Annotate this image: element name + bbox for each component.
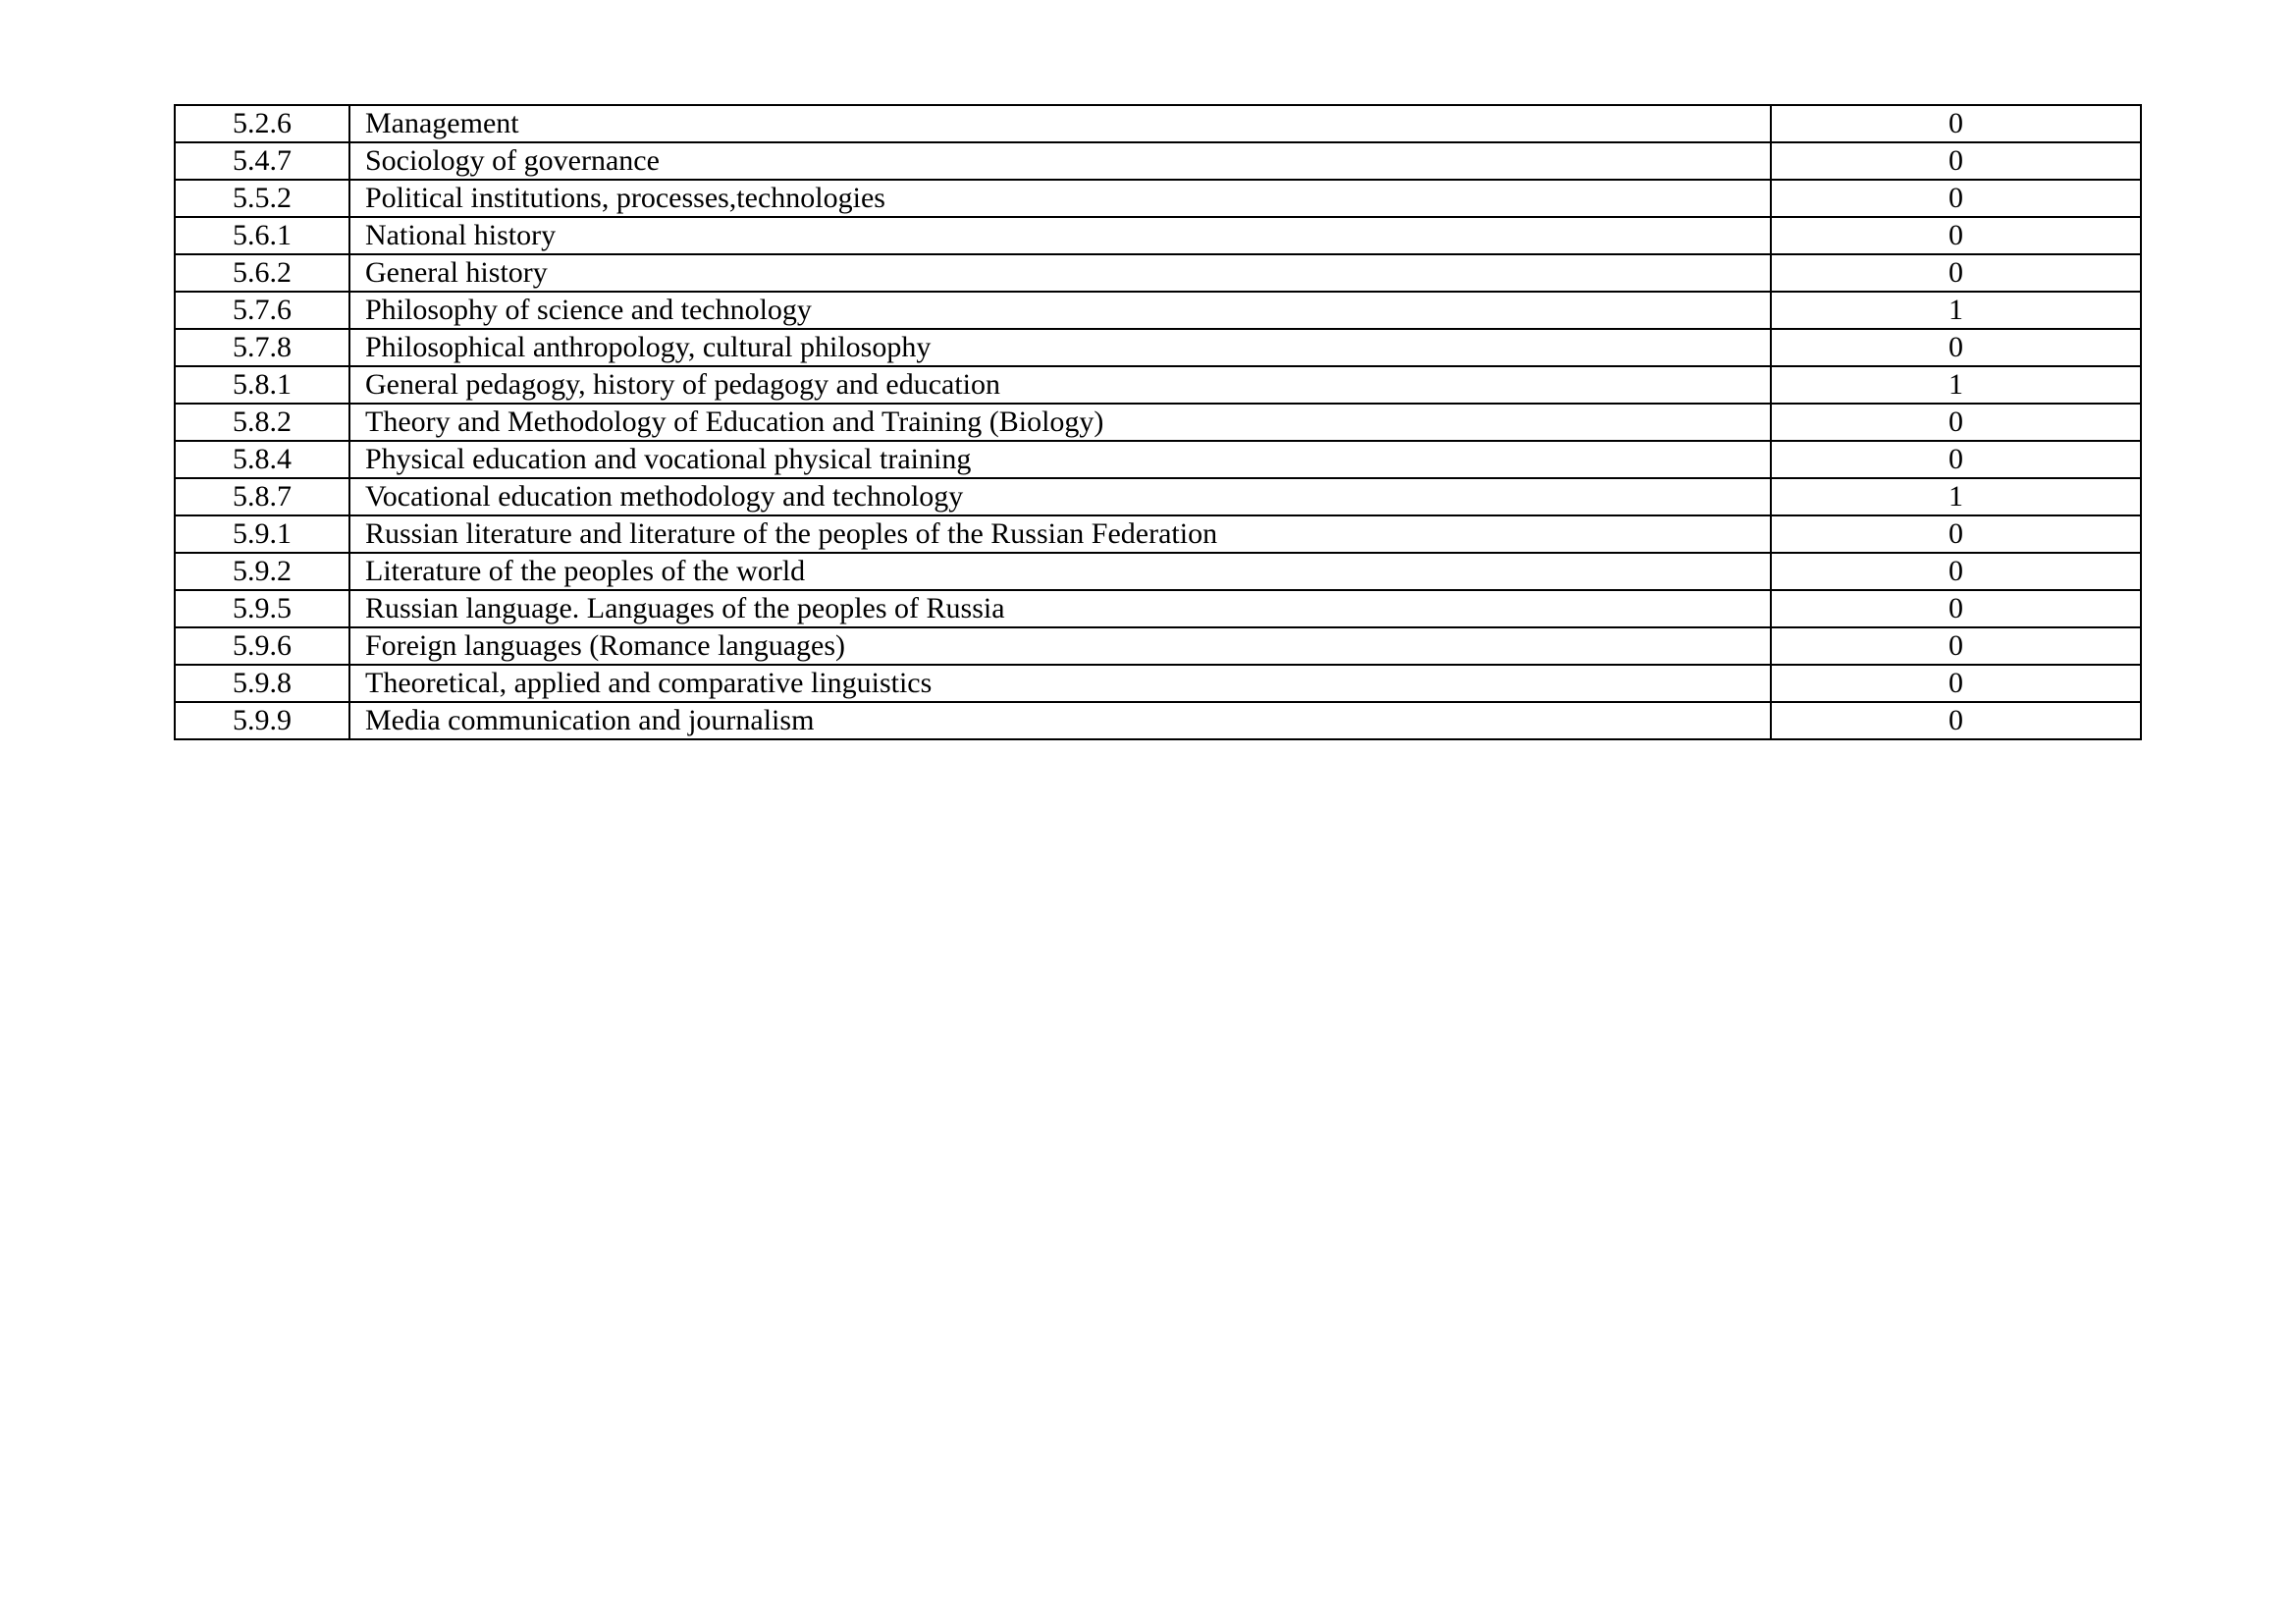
specialty-code: 5.8.1 (175, 366, 349, 404)
specialty-count: 0 (1771, 553, 2141, 590)
specialty-name: General history (349, 254, 1771, 292)
table-row (175, 105, 2141, 142)
specialty-name: Sociology of governance (349, 142, 1771, 180)
table-row (175, 441, 2141, 478)
specialty-code: 5.2.6 (175, 105, 349, 142)
table-row (175, 515, 2141, 553)
table-row (175, 366, 2141, 404)
specialty-name: General pedagogy, history of pedagogy and education (349, 366, 1771, 404)
specialty-code: 5.9.9 (175, 702, 349, 739)
table-row (175, 329, 2141, 366)
specialty-name: Management (349, 105, 1771, 142)
specialty-name: Political institutions, processes,technologies (349, 180, 1771, 217)
specialty-name: Theoretical, applied and comparative linguistics (349, 665, 1771, 702)
table-row (175, 254, 2141, 292)
table-row (175, 217, 2141, 254)
specialty-name: Theory and Methodology of Education and Training (Biology) (349, 404, 1771, 441)
specialty-code: 5.4.7 (175, 142, 349, 180)
specialty-count: 0 (1771, 180, 2141, 217)
specialties-table-body (175, 105, 2141, 739)
specialty-count: 0 (1771, 441, 2141, 478)
specialty-count: 0 (1771, 142, 2141, 180)
specialty-count: 0 (1771, 217, 2141, 254)
table-row (175, 627, 2141, 665)
table-row (175, 590, 2141, 627)
specialty-code: 5.5.2 (175, 180, 349, 217)
specialty-code: 5.6.2 (175, 254, 349, 292)
table-row (175, 142, 2141, 180)
specialty-count: 0 (1771, 515, 2141, 553)
table-row (175, 665, 2141, 702)
specialty-name: Philosophical anthropology, cultural philosophy (349, 329, 1771, 366)
specialty-code: 5.9.1 (175, 515, 349, 553)
specialty-count: 1 (1771, 478, 2141, 515)
specialty-code: 5.9.5 (175, 590, 349, 627)
specialty-code: 5.6.1 (175, 217, 349, 254)
table-row (175, 180, 2141, 217)
specialty-count: 0 (1771, 329, 2141, 366)
specialty-code: 5.9.6 (175, 627, 349, 665)
specialty-name: Literature of the peoples of the world (349, 553, 1771, 590)
specialty-count: 0 (1771, 702, 2141, 739)
table-row (175, 404, 2141, 441)
specialty-code: 5.7.8 (175, 329, 349, 366)
specialty-code: 5.8.7 (175, 478, 349, 515)
specialty-name: Russian literature and literature of the peoples of the Russian Federation (349, 515, 1771, 553)
specialty-count: 0 (1771, 105, 2141, 142)
specialty-code: 5.8.2 (175, 404, 349, 441)
specialty-name: Vocational education methodology and technology (349, 478, 1771, 515)
specialty-count: 0 (1771, 590, 2141, 627)
table-row (175, 553, 2141, 590)
specialty-count: 0 (1771, 665, 2141, 702)
table-row (175, 478, 2141, 515)
specialty-count: 1 (1771, 292, 2141, 329)
specialty-count: 0 (1771, 404, 2141, 441)
table-row (175, 702, 2141, 739)
specialty-code: 5.9.2 (175, 553, 349, 590)
specialty-count: 0 (1771, 627, 2141, 665)
specialty-code: 5.7.6 (175, 292, 349, 329)
specialty-code: 5.9.8 (175, 665, 349, 702)
specialty-code: 5.8.4 (175, 441, 349, 478)
specialty-name: Foreign languages (Romance languages) (349, 627, 1771, 665)
specialty-name: Physical education and vocational physical training (349, 441, 1771, 478)
specialty-name: National history (349, 217, 1771, 254)
specialty-name: Philosophy of science and technology (349, 292, 1771, 329)
table-row (175, 292, 2141, 329)
specialty-count: 0 (1771, 254, 2141, 292)
specialty-name: Media communication and journalism (349, 702, 1771, 739)
specialty-name: Russian language. Languages of the peoples of Russia (349, 590, 1771, 627)
specialties-table (174, 104, 2142, 740)
specialty-count: 1 (1771, 366, 2141, 404)
